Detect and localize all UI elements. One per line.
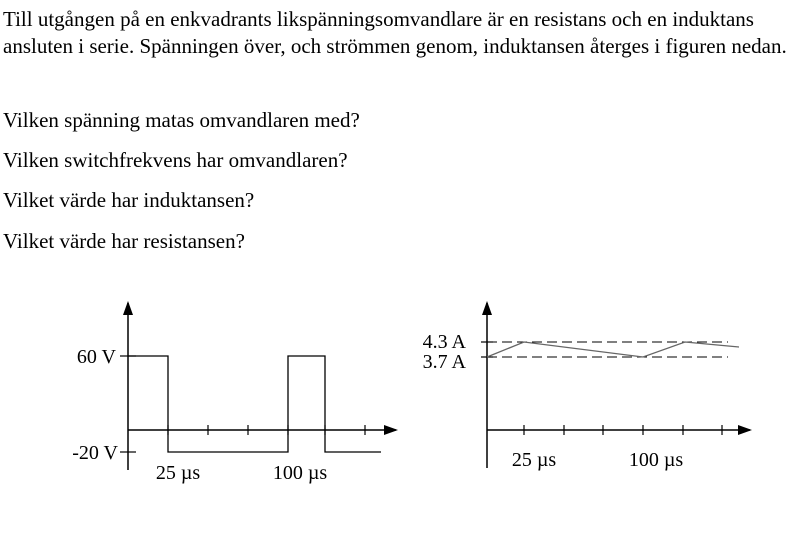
voltage-x-label-100: 100 µs [272, 462, 328, 484]
voltage-x-label-25: 25 µs [155, 462, 201, 484]
question-resistance: Vilket värde har resistansen? [3, 229, 245, 253]
question-switch-frequency: Vilken switchfrekvens har omvandlaren? [3, 148, 348, 172]
voltage-series [128, 356, 381, 452]
current-series [487, 342, 739, 357]
voltage-tick-label-60: 60 V [76, 346, 116, 368]
problem-text [3, 6, 803, 253]
current-tick-label-37: 3.7 A [422, 351, 466, 373]
question-supply-voltage: Vilken spänning matas omvandlaren med? [3, 108, 360, 132]
current-tick-label-43: 4.3 A [422, 331, 466, 353]
current-chart [423, 303, 750, 471]
problem-intro: Till utgången på en enkvadrants likspänningsomvandlare är en resistans och en induktans ansluten i serie. Spänningen över, och strömmen genom, induktansen återges i figuren nedan. [3, 7, 787, 58]
current-x-label-100: 100 µs [628, 449, 684, 471]
voltage-chart [72, 303, 396, 484]
voltage-tick-label-neg20: -20 V [72, 442, 118, 464]
current-x-label-25: 25 µs [511, 449, 557, 471]
question-inductance: Vilket värde har induktansen? [3, 188, 255, 212]
figures [0, 290, 809, 500]
